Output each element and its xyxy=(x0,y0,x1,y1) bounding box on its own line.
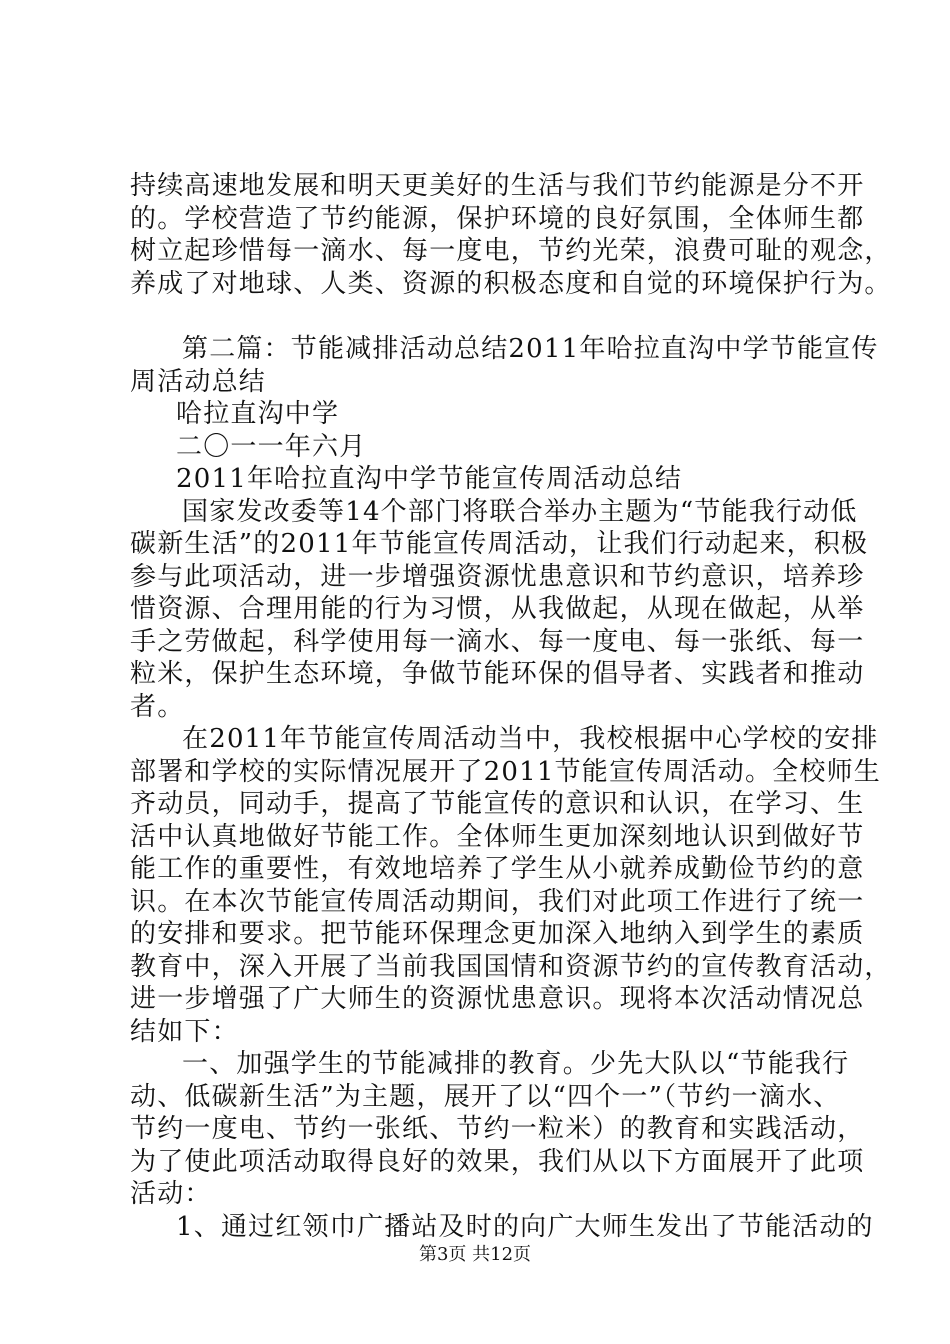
text-line: 粒米，保护生态环境，争做节能环保的倡导者、实践者和推动 xyxy=(130,659,865,689)
text-line: 1、通过红领巾广播站及时的向广大师生发出了节能活动的 xyxy=(176,1211,874,1242)
document-body xyxy=(130,170,892,1243)
text-line: 参与此项活动，进一步增强资源忧患意识和节约意识，培养珍 xyxy=(130,561,865,592)
text-line: 者。 xyxy=(130,691,185,722)
text-line: 的安排和要求。把节能环保理念更加深入地纳入到学生的素质 xyxy=(130,919,865,949)
text-line: 节约一度电、节约一张纸、节约一粒米）的教育和实践活动， xyxy=(130,1114,865,1144)
paragraph-gap xyxy=(130,300,830,333)
date-line: 二〇一一年六月 xyxy=(176,431,367,462)
page-footer xyxy=(0,1243,950,1267)
text-line: 动、低碳新生活”为主题，展开了以“四个一”（节约一滴水、 xyxy=(130,1081,841,1112)
text-line: 持续高速地发展和明天更美好的生活与我们节约能源是分不开 xyxy=(130,171,865,201)
text-line: 一、加强学生的节能减排的教育。少先大队以“节能我行 xyxy=(182,1049,850,1079)
text-line: 国家发改委等14个部门将联合举办主题为“节能我行动低 xyxy=(182,496,858,527)
text-line: 进一步增强了广大师生的资源忧患意识。现将本次活动情况总 xyxy=(130,984,865,1014)
school-name: 哈拉直沟中学 xyxy=(176,399,340,429)
text-line: 手之劳做起，科学使用每一滴水、每一度电、每一张纸、每一 xyxy=(130,626,865,657)
text-line: 养成了对地球、人类、资源的积极态度和自觉的环境保护行为。 xyxy=(130,268,892,299)
text-line: 树立起珍惜每一滴水、每一度电，节约光荣，浪费可耻的观念， xyxy=(130,236,892,266)
section-heading-continued: 周活动总结 xyxy=(130,366,267,397)
text-line: 为了使此项活动取得良好的效果，我们从以下方面展开了此项 xyxy=(130,1146,865,1177)
text-line: 教育中，深入开展了当前我国国情和资源节约的宣传教育活动， xyxy=(130,951,892,982)
text-line: 惜资源、合理用能的行为习惯，从我做起，从现在做起，从举 xyxy=(130,594,865,624)
text-line: 的。学校营造了节约能源，保护环境的良好氛围，全体师生都 xyxy=(130,203,865,234)
article-title: 2011年哈拉直沟中学节能宣传周活动总结 xyxy=(176,464,683,494)
text-line: 能工作的重要性，有效地培养了学生从小就养成勤俭节约的意 xyxy=(130,854,865,884)
text-line: 活中认真地做好节能工作。全体师生更加深刻地认识到做好节 xyxy=(130,821,865,852)
section-heading: 第二篇：节能减排活动总结2011年哈拉直沟中学节能宣传 xyxy=(182,334,879,364)
text-line: 齐动员，同动手，提高了节能宣传的意识和认识，在学习、生 xyxy=(130,789,865,819)
text-line: 在2011年节能宣传周活动当中，我校根据中心学校的安排 xyxy=(182,724,879,754)
text-line: 识。在本次节能宣传周活动期间，我们对此项工作进行了统一 xyxy=(130,886,865,917)
text-line: 活动： xyxy=(130,1179,212,1209)
text-line: 部署和学校的实际情况展开了2011节能宣传周活动。全校师生 xyxy=(130,756,881,787)
text-line: 结如下： xyxy=(130,1016,239,1047)
page-number: 第3页 共12页 xyxy=(418,1244,532,1265)
text-line: 碳新生活”的2011年节能宣传周活动，让我们行动起来，积极 xyxy=(130,529,869,559)
